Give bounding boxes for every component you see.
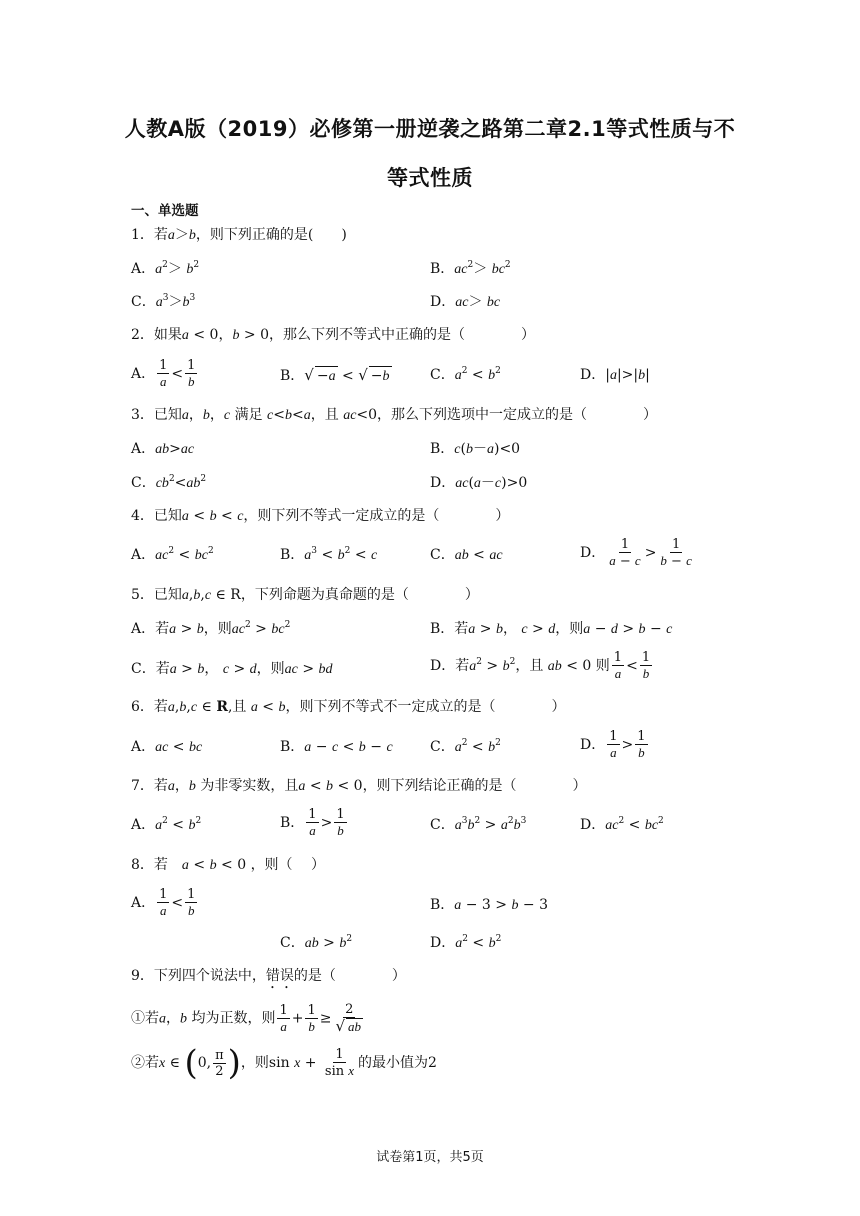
question-2: 2．如果a < 0，b > 0，那么下列不等式中正确的是（ ） <box>131 327 536 343</box>
page-title: 人教A版（2019）必修第一册逆袭之路第二章2.1等式性质与不 <box>124 117 736 141</box>
q9-statement-1: ①若a，b 均为正数，则 $\frac{1}{a}$ + $\frac{1}{b}$ ≥ $\frac{2}{√ ab}$ <box>131 1002 362 1035</box>
question-7: 7．若a，b 为非零实数，且a < b < 0，则下列结论正确的是（ ） <box>131 778 587 794</box>
q1-option-c: C．$a^3>b^3$ <box>131 293 196 310</box>
q3-option-b: B．c(b－a)<0 <box>430 441 521 457</box>
question-8: 8．若 a < b < 0 ，则（ ） <box>131 857 326 873</box>
q2-option-d: D．|a|>|b| <box>580 367 650 383</box>
q5-option-c: C．若a > b， c > d，则ac > bd <box>131 661 333 677</box>
q3-option-c: C．$cb^2<ab^2$ <box>131 474 207 491</box>
q2-option-a: A． $\frac{1}{a}$ < $\frac{1}{b}$ <box>131 358 196 389</box>
question-1: 1．若a＞b，则下列正确的是( ) <box>131 227 347 243</box>
question-6: 6．若a,b,c ∈ R,且 a < b，则下列不等式不一定成立的是（ ） <box>131 699 566 715</box>
q5-option-d: D．若$a^2 > b^2$，且 ab < 0 则 $\frac{1}{a}$ < $\frac{1}{b}$ <box>430 650 651 681</box>
q9-statement-2: ②若x ∈ (0, $\frac{\pi}{2}$ )，则sin x + $\frac{1}{\text{sin x}}$ 的最小值为2 <box>131 1043 437 1083</box>
q7-option-d: D．$ac^2 < bc^2$ <box>580 816 664 833</box>
q8-option-d: D．$a^2 < b^2$ <box>430 934 502 951</box>
q6-option-a: A．ac < bc <box>131 739 203 755</box>
q7-option-b: B． $\frac{1}{a}$ > $\frac{1}{b}$ <box>280 807 345 838</box>
q6-option-b: B．a − c < b − c <box>280 739 393 755</box>
q2-option-b: B．√ −a < √ −b <box>280 366 390 384</box>
question-9: 9．下列四个说法中，错误的是（ ） <box>131 968 406 984</box>
q6-option-d: D． $\frac{1}{a}$ > $\frac{1}{b}$ <box>580 729 646 760</box>
q1-option-d: D．ac＞ bc <box>430 294 501 310</box>
q2-option-c: C．$a^2 < b^2$ <box>430 366 501 383</box>
q5-option-a: A．若a > b，则$ac^2 > bc^2$ <box>131 620 291 637</box>
section-heading: 一、单选题 <box>131 203 199 219</box>
question-5: 5．已知a,b,c ∈ R，下列命题为真命题的是（ ） <box>131 587 479 603</box>
q8-option-b: B．a − 3 > b − 3 <box>430 897 549 913</box>
q8-option-a: A． $\frac{1}{a}$ < $\frac{1}{b}$ <box>131 887 196 918</box>
q4-option-b: B．$a^3 < b^2 < c$ <box>280 546 378 563</box>
q1-option-a: A．$a^2> b^2$ <box>131 260 200 277</box>
question-3: 3．已知a，b，c 满足 c<b<a，且 ac<0，那么下列选项中一定成立的是（ ） <box>131 407 658 423</box>
q4-option-d: D． $\frac{1}{a - c}$ > $\frac{1}{b - c}$ <box>580 537 692 569</box>
q4-option-c: C．ab < ac <box>430 547 503 563</box>
q1-option-b: B．$ac^2> bc^2$ <box>430 260 511 277</box>
page-footer: 试卷第1页，共5页 <box>376 1150 484 1165</box>
q4-option-a: A．$ac^2 < bc^2$ <box>131 546 214 563</box>
q5-option-b: B．若a > b， c > d，则a − d > b − c <box>430 621 673 637</box>
q3-option-d: D．ac(a－c)>0 <box>430 475 528 491</box>
q7-option-c: C．$a^3b^2 > a^2b^3$ <box>430 816 527 833</box>
q3-option-a: A．ab>ac <box>131 441 195 457</box>
page-title-continued: 等式性质 <box>387 166 473 190</box>
q8-option-c: C．ab > $b^2$ <box>280 934 353 951</box>
q6-option-c: C．$a^2 < b^2$ <box>430 738 501 755</box>
q7-option-a: A．$a^2 < b^2$ <box>131 816 202 833</box>
question-4: 4．已知a < b < c，则下列不等式一定成立的是（ ） <box>131 508 510 524</box>
